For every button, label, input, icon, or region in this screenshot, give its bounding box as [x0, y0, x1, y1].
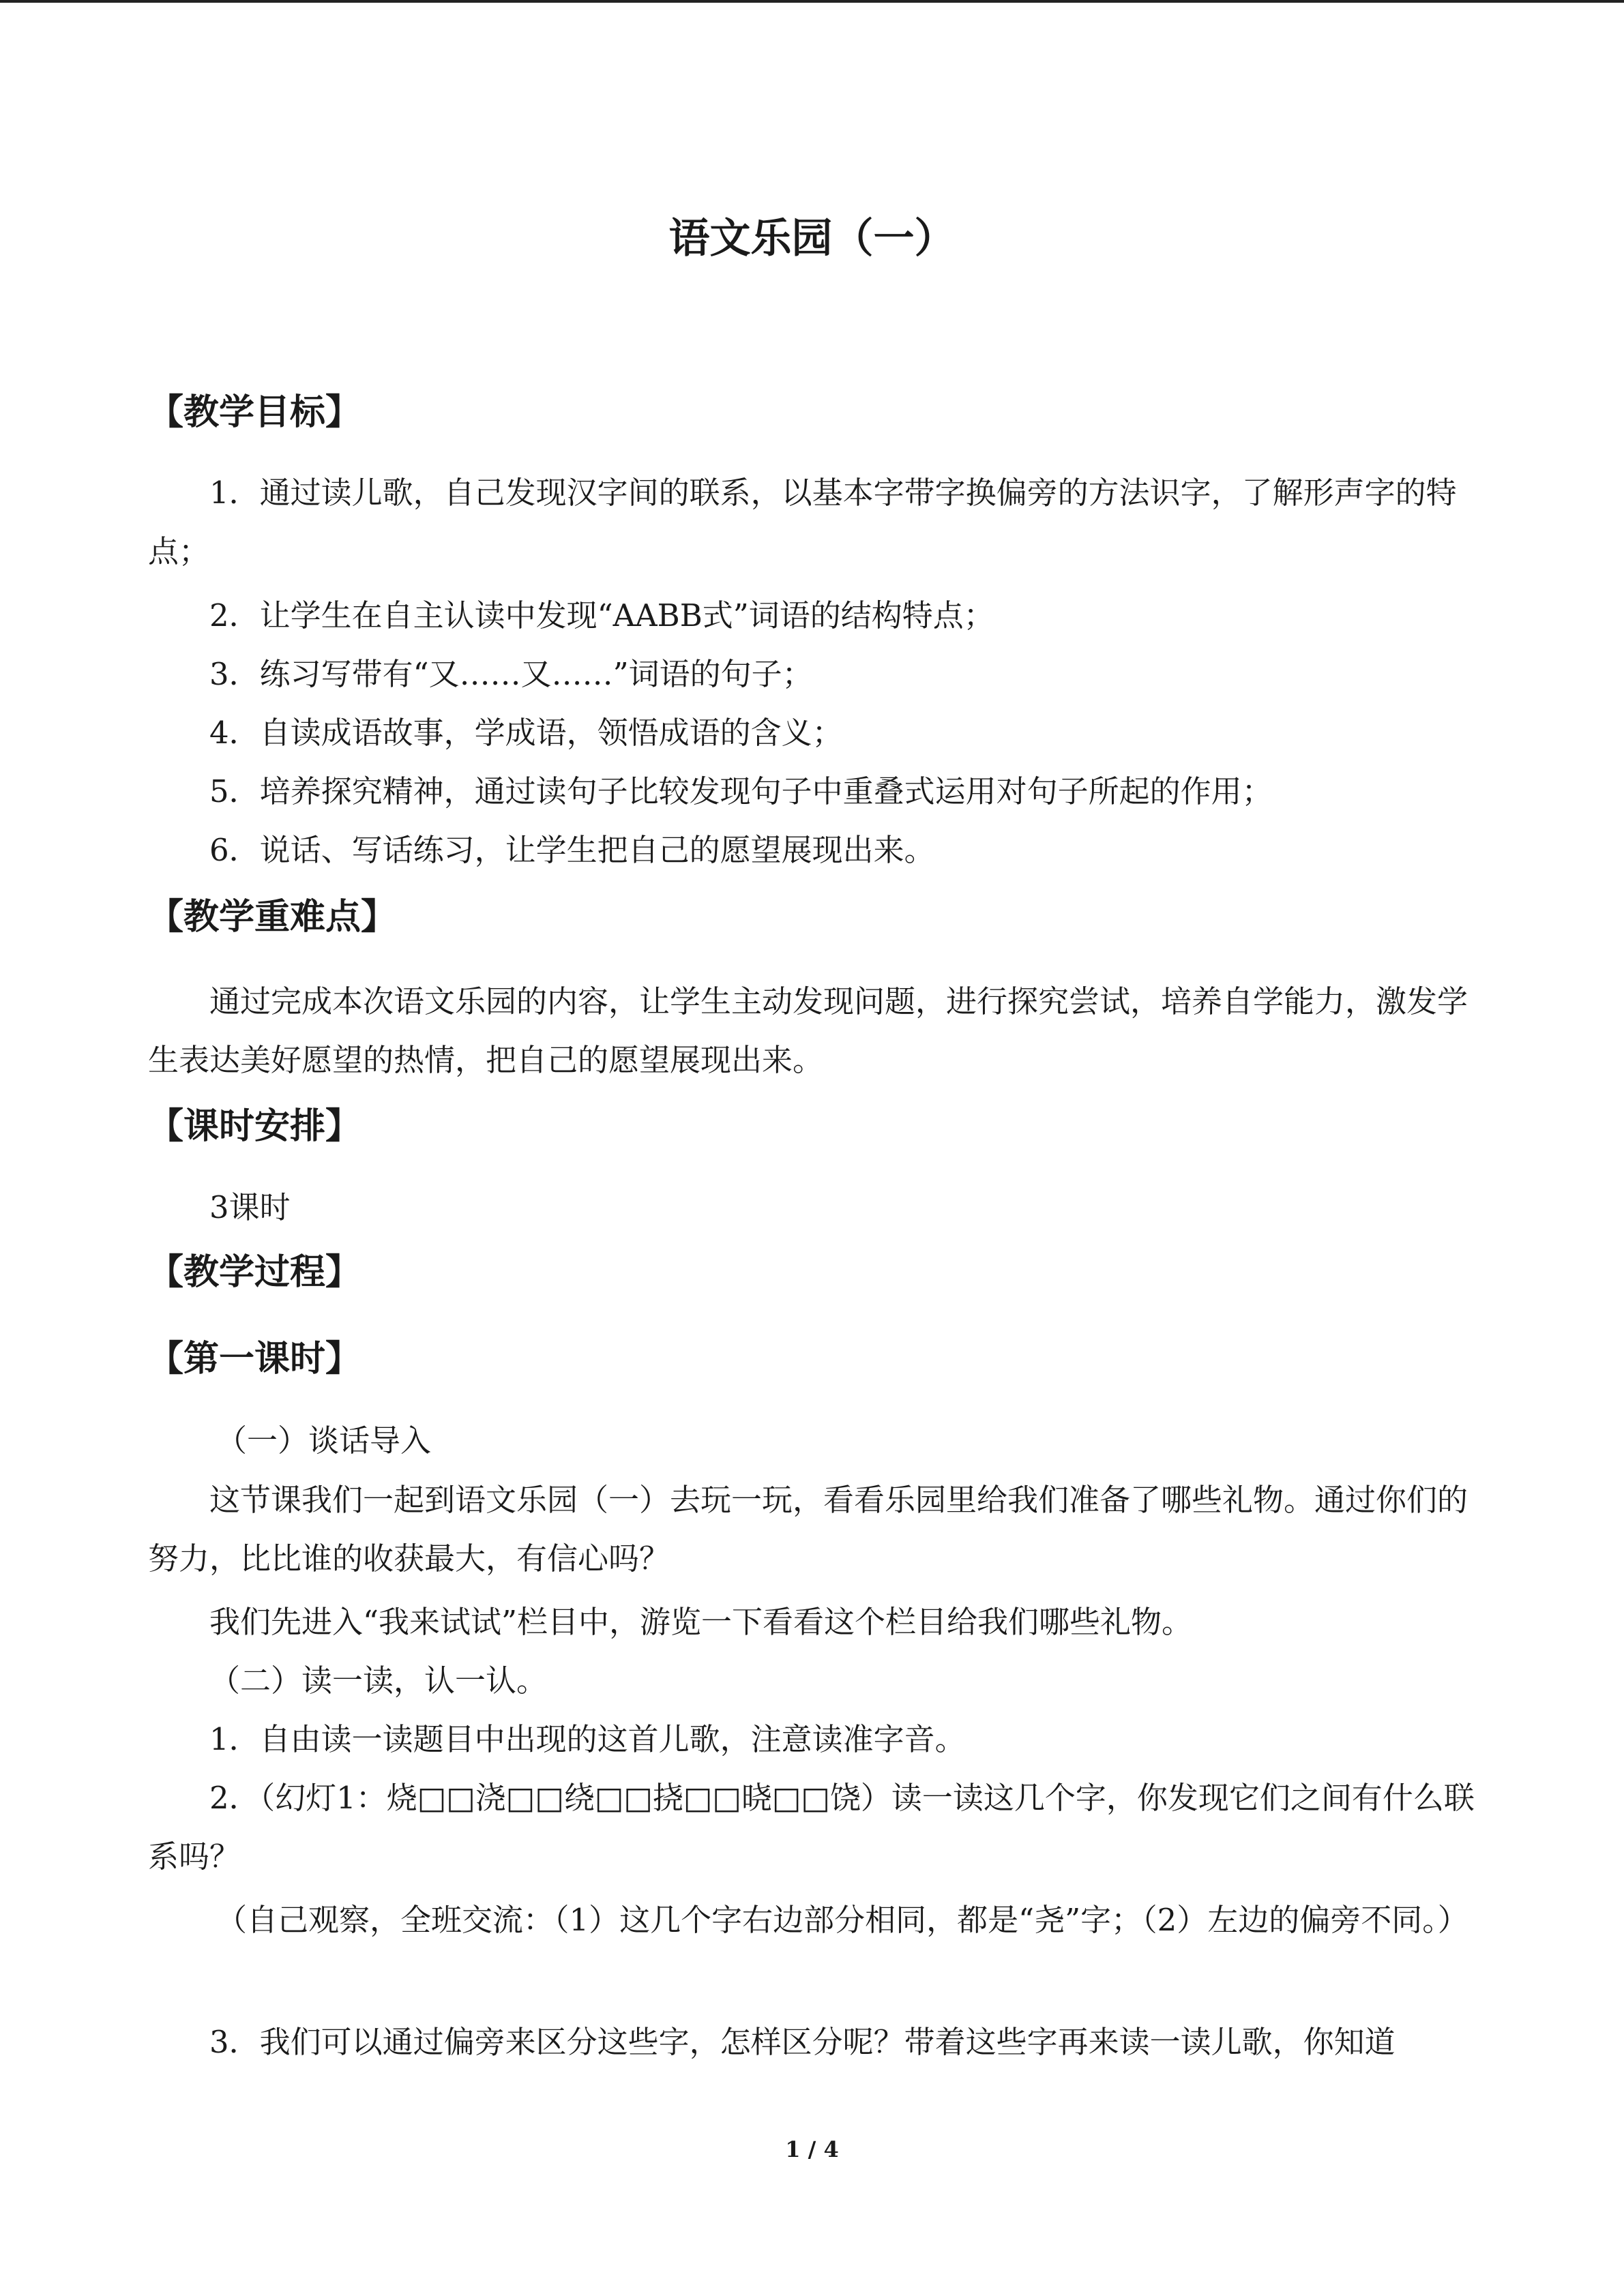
goal-item-3: 3．练习写带有“又……又……”词语的句子； [209, 656, 813, 692]
goal-item-6: 6．说话、写话练习，让学生把自己的愿望展现出来。 [209, 832, 935, 868]
heading-teaching-process: 【教学过程】 [148, 1252, 361, 1293]
lesson1-step1-para1: 这节课我们一起到语文乐园（一）去玩一玩，看看乐园里给我们准备了哪些礼物。通过你们的努力，比比谁的收获最大，有信心吗？ [148, 1482, 1468, 1577]
heading-key-points: 【教学重难点】 [148, 897, 397, 938]
lesson1-step2-item3: 3．我们可以通过偏旁来区分这些字，怎样区分呢？带着这些字再来读一读儿歌，你知道 [209, 2024, 1396, 2060]
heading-lesson-1: 【第一课时】 [148, 1339, 361, 1380]
lesson1-step2-item2: 2．（幻灯1：烧□□浇□□绕□□挠□□晓□□饶）读一读这几个字，你发现它们之间有什么联系吗？ [148, 1780, 1475, 1875]
page-number: 1 / 4 [785, 2136, 839, 2162]
goal-item-4: 4．自读成语故事，学成语，领悟成语的含义； [209, 715, 843, 751]
lesson1-step1-para2: 我们先进入“我来试试”栏目中，游览一下看看这个栏目给我们哪些礼物。 [209, 1604, 1193, 1640]
key-points-text: 通过完成本次语文乐园的内容，让学生主动发现问题，进行探究尝试，培养自学能力，激发学生表达美好愿望的热情，把自己的愿望展现出来。 [148, 983, 1468, 1078]
lesson1-step1-title: （一）谈话导入 [216, 1422, 432, 1459]
page-top-border [0, 0, 1624, 3]
lesson1-step2-title: （二）读一读，认一认。 [209, 1663, 548, 1699]
document-title: 语文乐园（一） [668, 215, 956, 263]
goal-item-2: 2．让学生在自主认读中发现“AABB式”词语的结构特点； [209, 597, 994, 633]
lesson1-step2-note: （自己观察，全班交流：（1）这几个字右边部分相同，都是“尧”字；（2）左边的偏旁不同。） [216, 1902, 1468, 1938]
schedule-text: 3课时 [209, 1189, 291, 1225]
goal-item-1: 1．通过读儿歌，自己发现汉字间的联系，以基本字带字换偏旁的方法识字，了解形声字的特点； [148, 475, 1457, 569]
heading-teaching-goals: 【教学目标】 [148, 392, 361, 433]
heading-schedule: 【课时安排】 [148, 1106, 361, 1147]
lesson1-step2-item1: 1．自由读一读题目中出现的这首儿歌，注意读准字音。 [209, 1721, 966, 1757]
goal-item-5: 5．培养探究精神，通过读句子比较发现句子中重叠式运用对句子所起的作用； [209, 773, 1273, 809]
